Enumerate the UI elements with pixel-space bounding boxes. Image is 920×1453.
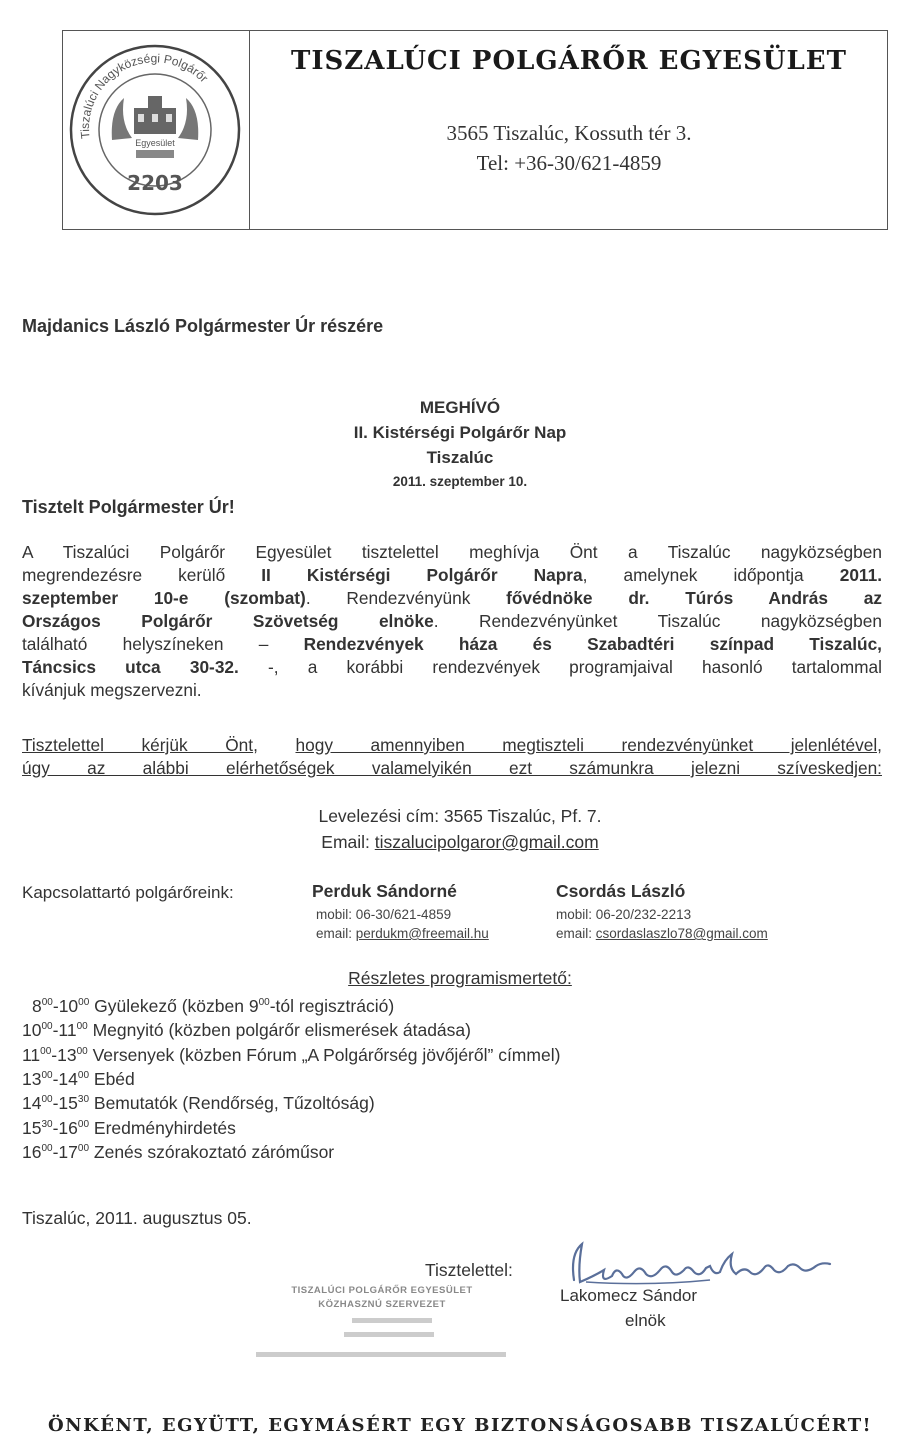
slogan: ÖNKÉNT, EGYÜTT, EGYMÁSÉRT EGY BIZTONSÁGOSABB TISZALÚCÉRT! [47, 1415, 873, 1436]
body-line: megrendezésre kerülő II Kistérségi Polgárőr Napra, amelynek időpontja 2011. [22, 565, 882, 585]
date-place: Tiszalúc, 2011. augusztus 05. [22, 1208, 252, 1228]
seal-center-text: Egyesület [135, 138, 175, 148]
organization-phone: Tel: +36-30/621-4859 [476, 151, 662, 175]
body-line: szeptember 10-e (szombat). Rendezvényünk fővédnöke dr. Túrós András az [22, 588, 882, 608]
email-link[interactable]: tiszalucipolgaror@gmail.com [374, 832, 599, 852]
body-line: A Tiszalúci Polgárőr Egyesület tisztelettel meghívja Önt a Tiszalúc nagyközségben [22, 542, 882, 562]
mailing-address: Levelezési cím: 3565 Tiszalúc, Pf. 7. [318, 806, 602, 826]
body-line: található helyszíneken – Rendezvények háza és Szabadtéri színpad Tiszalúc, [22, 634, 882, 654]
contact-mobile: mobil: 06-30/621-4859 [316, 907, 452, 922]
contact-email-link[interactable]: csordaslaszlo78@gmail.com [595, 926, 768, 941]
addressee: Majdanics László Polgármester Úr részére [22, 316, 384, 336]
salutation: Tisztelt Polgármester Úr! [22, 497, 235, 517]
invitation-event: II. Kistérségi Polgárőr Nap [353, 423, 567, 442]
stamp-line-1: TISZALÚCI POLGÁRŐR EGYESÜLET [291, 1285, 473, 1296]
program-item [22, 1020, 471, 1041]
email-line: Email: tiszalucipolgaror@gmail.com [321, 832, 599, 852]
body-line: Országos Polgárőr Szövetség elnöke. Rendezvényünket Tiszalúc nagyközségben [22, 611, 882, 631]
program-time: $15^{30}-16^{00}$ [22, 1117, 90, 1138]
program-title: Részletes programismertető: [348, 968, 572, 988]
program-time: $16^{00}-17^{00}$ [22, 1141, 90, 1162]
signatory-name: Lakomecz Sándor [560, 1286, 698, 1305]
handwritten-signature [560, 1236, 840, 1292]
organization-stamp [232, 1284, 532, 1381]
contact-name: Csordás László [556, 881, 686, 901]
invitation-place: Tiszalúc [426, 448, 494, 467]
program-description: Gyülekező (közben $9^{00}$-tól regisztráció) [94, 996, 395, 1016]
rsvp-request [22, 734, 882, 780]
contact-person-1 [312, 881, 489, 941]
organization-contact [250, 118, 888, 178]
invitation-title: MEGHÍVÓ [419, 398, 501, 417]
program-time: $11^{00}-13^{00}$ [22, 1044, 88, 1065]
organization-address: 3565 Tiszalúc, Kossuth tér 3. [446, 121, 692, 145]
program-item [22, 1118, 236, 1139]
contact-name: Perduk Sándorné [312, 881, 457, 901]
closing-phrase: Tisztelettel: [425, 1260, 513, 1280]
organization-title: TISZALÚCI POLGÁRŐR EGYESÜLET [291, 46, 847, 76]
program-item [22, 1093, 375, 1114]
program-item [22, 1142, 334, 1163]
program-description: Bemutatók (Rendőrség, Tűzoltóság) [93, 1093, 375, 1114]
contact-email: email: perdukm@freemail.hu [316, 926, 489, 941]
program-item [22, 1069, 135, 1090]
invitation-body [22, 541, 882, 702]
program-time: $8^{00}-10^{00}$ [32, 996, 90, 1016]
request-line: úgy az alábbi elérhetőségek valamelyikén ezt számunkra jelezni szíveskedjen: [22, 758, 882, 778]
contacts-label: Kapcsolattartó polgárőreink: [22, 883, 234, 902]
body-line: kívánjuk megszervezni. [22, 680, 202, 700]
program-time: $14^{00}-15^{30}$ [22, 1093, 90, 1114]
stamp-faded-lines [232, 1312, 532, 1376]
invitation-date: 2011. szeptember 10. [392, 474, 528, 489]
program-description: Zenés szórakoztató záróműsor [93, 1141, 335, 1162]
seal-ring-text: Tiszalúci Nagyközségi Polgárőr [77, 51, 211, 140]
program-time: $10^{00}-11^{00}$ [22, 1020, 88, 1041]
signatory-role: elnök [625, 1311, 666, 1330]
body-line: Táncsics utca 30-32. -, a korábbi rendezvények programjaival hasonló tartalommal [22, 657, 882, 677]
contact-email: email: csordaslaszlo78@gmail.com [556, 926, 768, 941]
program-description: Versenyek (közben Fórum „A Polgárőrség jövőjéről” címmel) [92, 1044, 561, 1065]
organization-seal-logo [62, 30, 248, 228]
program-description: Megnyitó (közben polgárőr elismerések átadása) [92, 1020, 471, 1041]
contact-mobile: mobil: 06-20/232-2213 [556, 907, 692, 922]
request-line: Tisztelettel kérjük Önt, hogy amennyiben megtiszteli rendezvényünket jelenlétével, [22, 735, 882, 755]
program-item [22, 1045, 560, 1066]
seal-number: 2203 [127, 171, 183, 195]
program-description: Ebéd [93, 1068, 135, 1089]
stamp-line-2: KÖZHASZNÚ SZERVEZET [318, 1299, 446, 1310]
program-time: $13^{00}-14^{00}$ [22, 1068, 90, 1089]
program-description: Eredményhirdetés [93, 1117, 236, 1138]
logo-panel [62, 30, 250, 230]
contact-email-link[interactable]: perdukm@freemail.hu [355, 926, 489, 941]
program-item [32, 996, 394, 1017]
contact-person-2 [556, 881, 768, 941]
